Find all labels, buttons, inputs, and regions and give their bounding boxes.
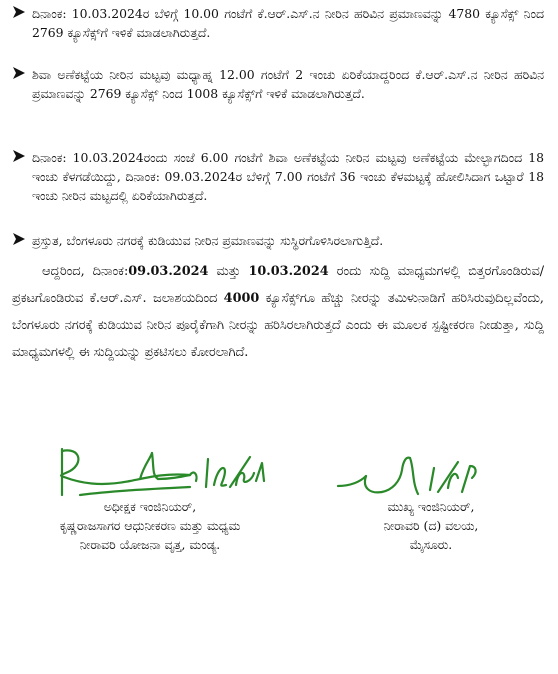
bullet-item-1 bbox=[12, 4, 544, 42]
bullet-text: ಪ್ರಸ್ತುತ, ಬೆಂಗಳೂರು ನಗರಕ್ಕೆ ಕುಡಿಯುವ ನೀರಿನ ಪ್ರಮಾಣವನ್ನು ಸುಸ್ಥಿರಗೊಳಿಸಿರಲಾಗುತ್ತಿದೆ. bbox=[32, 233, 384, 248]
right-signatory-block bbox=[336, 497, 526, 554]
paragraph-text: ಆದ್ದರಿಂದ, ದಿನಾಂಕ: bbox=[42, 264, 129, 279]
arrow-bullet-icon bbox=[12, 149, 26, 163]
paragraph-text: ಮತ್ತು bbox=[208, 264, 249, 279]
arrow-bullet-icon bbox=[12, 66, 26, 80]
cusecs-value: 4000 bbox=[223, 291, 260, 306]
left-office: ಕೃಷ್ಣರಾಜಸಾಗರ ಆಧುನೀಕರಣ ಮತ್ತು ಮಧ್ಯಮ bbox=[59, 518, 241, 533]
right-designation: ಮುಖ್ಯ ಇಂಜಿನಿಯರ್, bbox=[387, 499, 475, 514]
date-2: 10.03.2024 bbox=[248, 264, 329, 279]
left-signatory-block bbox=[20, 497, 280, 554]
left-office-place: ನೀರಾವರಿ ಯೋಜನಾ ವೃತ್ತ, ಮಂಡ್ಯ. bbox=[79, 537, 221, 552]
bullet-item-4 bbox=[12, 231, 544, 250]
clarification-paragraph bbox=[12, 258, 544, 366]
bullet-text: ದಿನಾಂಕ: 10.03.2024ರ ಬೆಳಿಗ್ಗೆ 10.00 ಗಂಟೆಗೆ ಕೆ.ಆರ್.ಎಸ್.ನ ನೀರಿನ ಹರಿವಿನ ಪ್ರಮಾಣವನ್ನು 4780 ಕ್ಯೂಸೆಕ್ಸ್ ನಿಂದ 2769 ಕ್ಯೂಸೆಕ್ಸ್‌ಗೆ ಇಳಿಕೆ ಮಾಡಲಾಗಿರುತ್ತದೆ. bbox=[32, 6, 544, 40]
arrow-bullet-icon bbox=[12, 5, 26, 19]
bullet-item-2 bbox=[12, 65, 544, 103]
paragraph-text: ರಂದು ಸುದ್ದಿ ಮಾಧ್ಯಮಗಳಲ್ಲಿ ಬಿತ್ತರಗೊಂಡಿರುವ/ಪ್ರಕಟಗೊಂಡಿರುವ ಕೆ.ಆರ್.ಎಸ್. ಜಲಾಶಯದಿಂದ bbox=[12, 264, 545, 306]
left-designation: ಅಧೀಕ್ಷಕ ಇಂಜಿನಿಯರ್, bbox=[103, 499, 197, 514]
bullet-text: ಶಿವಾ ಅಣೆಕಟ್ಟೆಯ ನೀರಿನ ಮಟ್ಟವು ಮಧ್ಯಾಹ್ನ 12.00 ಗಂಟೆಗೆ 2 ಇಂಚು ಏರಿಕೆಯಾದ್ದರಿಂದ ಕೆ.ಆರ್.ಎಸ್.ನ ನೀರಿನ ಹರಿವಿನ ಪ್ರಮಾಣವನ್ನು 2769 ಕ್ಯೂಸೆಕ್ಸ್ ನಿಂದ 1008 ಕ್ಯೂಸೆಕ್ಸ್‌ಗೆ ಇಳಿಕೆ ಮಾಡಲಾಗಿರುತ್ತದೆ. bbox=[32, 67, 544, 101]
bullet-item-3 bbox=[12, 148, 544, 205]
right-office-place: ಮೈಸೂರು. bbox=[409, 537, 453, 552]
paragraph-text: ಕ್ಯೂಸೆಕ್ಸ್‌ಗೂ ಹೆಚ್ಚು ನೀರನ್ನು ತಮಿಳುನಾಡಿಗೆ ಹರಿಸಿರುವುದಿಲ್ಲವೆಂದು, ಬೆಂಗಳೂರು ನಗರಕ್ಕೆ ಕುಡಿಯುವ ನೀರಿನ ಪೂರೈಕೆಗಾಗಿ ನೀರನ್ನು ಹರಿಸಿರಲಾಗಿರುತ್ತದೆ ಎಂದು ಈ ಮೂಲಕ ಸ್ಪಷ್ಟೀಕರಣ ನೀಡುತ್ತಾ, ಸುದ್ದಿ ಮಾಧ್ಯಮಗಳಲ್ಲಿ ಈ ಸುದ್ದಿಯನ್ನು ಪ್ರಕಟಿಸಲು ಕೋರಲಾಗಿದೆ. bbox=[12, 291, 544, 360]
right-office: ನೀರಾವರಿ (ದ) ವಲಯ, bbox=[383, 518, 479, 533]
arrow-bullet-icon bbox=[12, 232, 26, 246]
bullet-text: ದಿನಾಂಕ: 10.03.2024ರಂದು ಸಂಜೆ 6.00 ಗಂಟೆಗೆ ಶಿವಾ ಅಣೆಕಟ್ಟೆಯ ನೀರಿನ ಮಟ್ಟವು ಅಣೆಕಟ್ಟೆಯ ಮೇಲ್ಭಾಗದಿಂದ 18 ಇಂಚು ಕೆಳಗಡೆಯಿದ್ದು, ದಿನಾಂಕ: 09.03.2024ರ ಬೆಳಿಗ್ಗೆ 7.00 ಗಂಟೆಗೆ 36 ಇಂಚು ಕೆಳಮಟ್ಟಕ್ಕೆ ಹೋಲಿಸಿದಾಗ ಒಟ್ಟಾರೆ 18 ಇಂಚು ನೀರಿನ ಮಟ್ಟದಲ್ಲಿ ಏರಿಕೆಯಾಗಿರುತ್ತದೆ. bbox=[32, 150, 544, 203]
date-1: 09.03.2024 bbox=[128, 264, 209, 279]
